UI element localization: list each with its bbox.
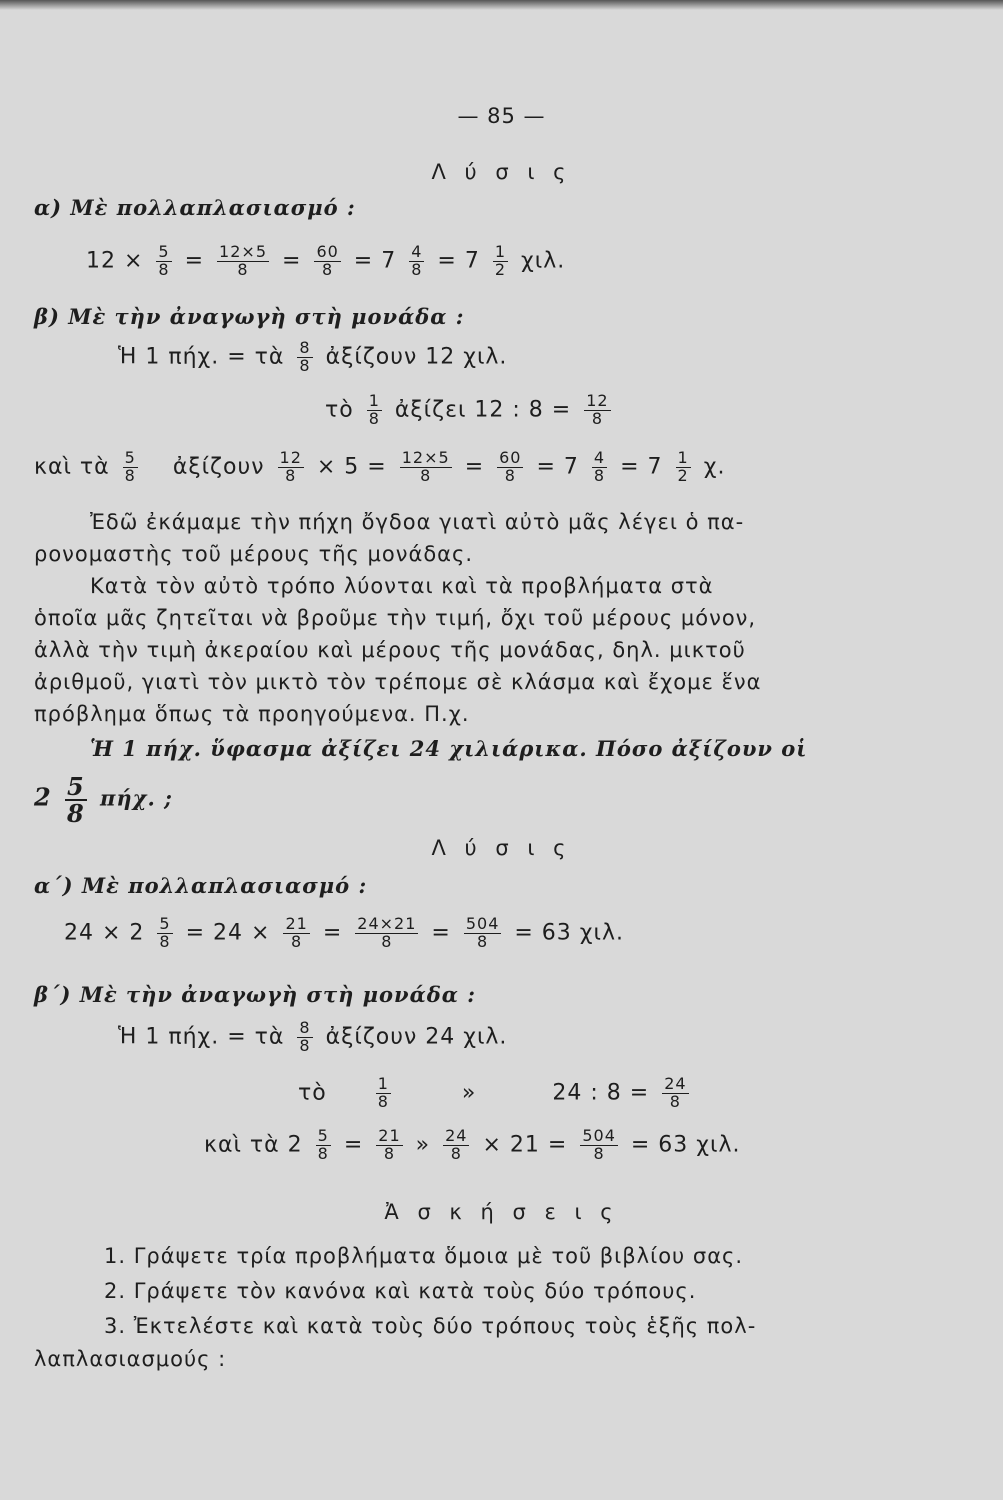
section-b-title: β) Μὲ τὴν ἀναγωγὴ στὴ μονάδα : [34, 304, 465, 329]
exercise-item-continuation: λαπλασιασμούς : [34, 1347, 227, 1371]
fraction: $\frac{21}{8}$ [378, 1126, 401, 1163]
section-a-prime-title: α΄) Μὲ πολλαπλασιασμό : [34, 873, 368, 898]
fraction: $\frac{12\times 5}{8}$ [401, 448, 450, 485]
fraction: $\frac{1}{2}$ [677, 448, 689, 485]
fraction: $\frac{5}{8}$ [158, 242, 170, 279]
solution-heading-2: Λ ύ σ ι ς [431, 836, 572, 860]
paragraph-line: ρονομαστὴς τοῦ μέρους τῆς μονάδας. [34, 542, 474, 566]
unit-line-6: καὶ τὰ 2 $\frac{5}{8}$ = $\frac{21}{8}$ » $\frac{24}{8}$ × 21 = $\frac{504}{8}$ = 63 χιλ. [204, 1126, 741, 1163]
paragraph-line: Ἐδῶ ἐκάμαμε τὴν πήχη ὄγδοα γιατὶ αὐτὸ μᾶς λέγει ὁ πα- [90, 510, 745, 534]
problem-mixed-number: 2 $\frac{5}{8}$ πήχ. ; [34, 772, 173, 829]
page-top-edge [0, 0, 1003, 10]
unit-line-5: τὸ $\frac{1}{8}$ » 24 : 8 = $\frac{24}{8}$ [298, 1074, 687, 1111]
paragraph-line: ἀλλὰ τὴν τιμὴ ἀκεραίου καὶ μέρους τῆς μονάδας, δηλ. μικτοῦ [34, 638, 746, 662]
fraction: $\frac{504}{8}$ [465, 914, 500, 951]
fraction: $\frac{4}{8}$ [593, 448, 606, 485]
exercise-item: 3. Ἐκτελέστε καὶ κατὰ τοὺς δύο τρόπους τοὺς ἑξῆς πολ- [104, 1314, 757, 1338]
fraction: $\frac{5}{8}$ [67, 772, 85, 829]
exercise-item: 2. Γράψετε τὸν κανόνα καὶ κατὰ τοὺς δύο τρόπους. [104, 1279, 697, 1303]
paragraph-line: πρόβλημα ὅπως τὰ προηγούμενα. Π.χ. [34, 702, 470, 726]
fraction: $\frac{5}{8}$ [159, 914, 171, 951]
unit-line-1: Ἡ 1 πήχ. = τὰ $\frac{8}{8}$ ἀξίζουν 12 χιλ. [118, 338, 508, 375]
paragraph-line: Κατὰ τὸν αὐτὸ τρόπο λύονται καὶ τὰ προβλήματα στὰ [90, 574, 714, 598]
fraction: $\frac{24}{8}$ [445, 1126, 468, 1163]
equation-multiplication-2: 24 × 2 $\frac{5}{8}$ = 24 × $\frac{21}{8}$ = $\frac{24\times 21}{8}$ = $\frac{504}{8}$ = 63 χιλ. [64, 914, 624, 951]
fraction: $\frac{60}{8}$ [499, 448, 522, 485]
unit-line-2: τὸ $\frac{1}{8}$ ἀξίζει 12 : 8 = $\frac{12}{8}$ [325, 391, 609, 428]
fraction: $\frac{12}{8}$ [586, 391, 609, 428]
section-a-title: α) Μὲ πολλαπλασιασμό : [34, 195, 356, 220]
fraction: $\frac{5}{8}$ [317, 1126, 329, 1163]
problem-statement: Ἡ 1 πήχ. ὕφασμα ἀξίζει 24 χιλιάρικα. Πόσο ἀξίζουν οἱ [90, 736, 808, 761]
fraction: $\frac{24}{8}$ [664, 1074, 687, 1111]
equation-multiplication-1: 12 × $\frac{5}{8}$ = $\frac{12\times 5}{8}$ = $\frac{60}{8}$ = 7 $\frac{4}{8}$ = 7 $\frac{1}{2}$ χιλ. [86, 242, 566, 279]
fraction: $\frac{1}{2}$ [494, 242, 507, 279]
fraction: $\frac{12\times 5}{8}$ [219, 242, 267, 279]
fraction: $\frac{5}{8}$ [124, 448, 136, 485]
fraction: $\frac{21}{8}$ [285, 914, 308, 951]
unit-line-3: καὶ τὰ $\frac{5}{8}$ ἀξίζουν $\frac{12}{8}$ × 5 = $\frac{12\times 5}{8}$ = $\frac{60}{8}$ = 7 $\frac{4}{8}$ = 7 $\frac{1}{2}$ χ. [34, 448, 726, 485]
section-b-prime-title: β΄) Μὲ τὴν ἀναγωγὴ στὴ μονάδα : [34, 982, 477, 1007]
fraction: $\frac{60}{8}$ [316, 242, 339, 279]
exercises-heading: Ἀ σ κ ή σ ε ι ς [384, 1200, 619, 1224]
fraction: $\frac{12}{8}$ [279, 448, 302, 485]
fraction: $\frac{4}{8}$ [411, 242, 423, 279]
solution-heading-1: Λ ύ σ ι ς [431, 160, 572, 184]
page-number: — 85 — [457, 104, 546, 128]
fraction: $\frac{8}{8}$ [299, 338, 311, 375]
paragraph-line: ὁποῖα μᾶς ζητεῖται νὰ βροῦμε τὴν τιμή, ὄχι τοῦ μέρους μόνον, [34, 606, 757, 630]
fraction: $\frac{8}{8}$ [299, 1018, 311, 1055]
fraction: $\frac{1}{8}$ [368, 391, 380, 428]
fraction: $\frac{1}{8}$ [377, 1074, 389, 1111]
exercise-item: 1. Γράψετε τρία προβλήματα ὅμοια μὲ τοῦ βιβλίου σας. [104, 1244, 744, 1268]
unit-line-4: Ἡ 1 πήχ. = τὰ $\frac{8}{8}$ ἀξίζουν 24 χιλ. [118, 1018, 508, 1055]
fraction: $\frac{504}{8}$ [582, 1126, 616, 1163]
paragraph-line: ἀριθμοῦ, γιατὶ τὸν μικτὸ τὸν τρέπομε σὲ κλάσμα καὶ ἔχομε ἕνα [34, 670, 762, 694]
fraction: $\frac{24\times 21}{8}$ [357, 914, 417, 951]
